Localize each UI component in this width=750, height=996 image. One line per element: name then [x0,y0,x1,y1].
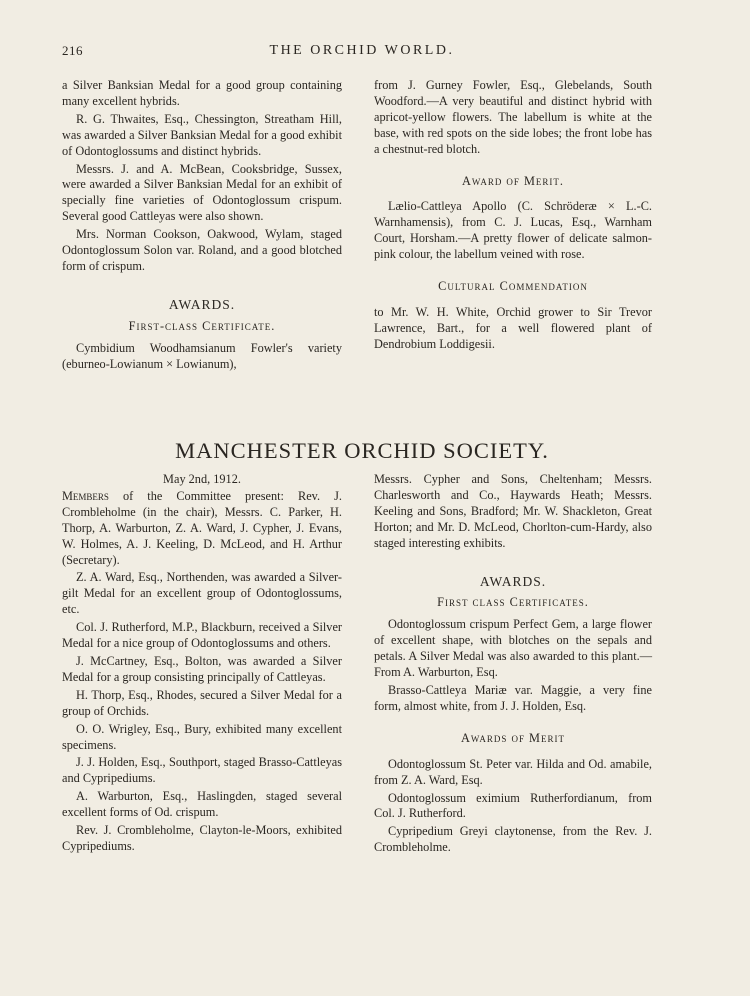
award-of-merit-heading: Award of Merit. [461,173,565,188]
paragraph: J. McCartney, Esq., Bolton, was awarded a Silver Medal for a group consisting principally of Cattleyas. [62,653,342,684]
members-paragraph [62,489,342,569]
paragraph: O. O. Wrigley, Esq., Bury, exhibited many excellent specimens. [62,721,342,752]
paragraph: Odontoglossum St. Peter var. Hilda and Od. amabile, from Z. A. Ward, Esq. [374,756,652,787]
society-title: MANCHESTER ORCHID SOCIETY. [175,438,549,463]
paragraph: H. Thorp, Esq., Rhodes, secured a Silver Medal for a group of Orchids. [62,687,342,718]
paragraph: Messrs. Cypher and Sons, Cheltenham; Messrs. Charlesworth and Co., Haywards Heath; Messrs. Keeling and Sons, Bradford; Mr. W. Shackleton, Great Horton; and Mr. D. McLeod, Chorlton-cum-Hardy, also staged interesting exhibits. [374,472,652,550]
awards-of-merit-heading: Awards of Merit [461,730,565,745]
paragraph: Odontoglossum crispum Perfect Gem, a large flower of excellent shape, with blotches on the sepals and petals. A Silver Medal was also awarded to this plant.—From A. Warburton, Esq. [374,617,652,680]
paragraph: J. J. Holden, Esq., Southport, staged Brasso-Cattleyas and Cypripediums. [62,755,342,786]
paragraph: Brasso-Cattleya Mariæ var. Maggie, a very fine form, almost white, from J. J. Holden, Esq. [374,682,652,713]
meeting-date: May 2nd, 1912. [163,472,241,486]
paragraph: Cypripedium Greyi claytonense, from the Rev. J. Crombleholme. [374,824,652,855]
paragraph: to Mr. W. H. White, Orchid grower to Sir Trevor Lawrence, Bart., for a well flowered plant of Dendrobium Loddigesii. [374,304,652,351]
paragraph: Cymbidium Woodhamsianum Fowler's variety (eburneo-Lowianum × Lowianum), [62,340,342,371]
paragraph: Lælio-Cattleya Apollo (C. Schröderæ × L.-C. Warnhamensis), from C. J. Lucas, Esq., Warnham Court, Horsham.—A pretty flower of delicate salmon-pink colour, the labellum veined with rose. [374,199,652,262]
paragraph: Z. A. Ward, Esq., Northenden, was awarded a Silver-gilt Medal for an excellent group of Odontoglossums, etc. [62,570,342,617]
paragraph: Odontoglossum eximium Rutherfordianum, from Col. J. Rutherford. [374,790,652,821]
running-title: THE ORCHID WORLD. [269,43,455,58]
paragraph: a Silver Banksian Medal for a good group containing many excellent hybrids. [62,78,342,108]
paragraph: Mrs. Norman Cookson, Oakwood, Wylam, staged Odontoglossum Solon var. Roland, and a good blotched form of crispum. [62,227,342,273]
awards-heading: AWARDS. [479,573,547,589]
paragraph: A. Warburton, Esq., Haslingden, staged several excellent forms of Od. crispum. [62,789,342,820]
first-class-heading: First class Certificates. [437,595,589,610]
top-right-column [374,78,652,355]
awards-heading: AWARDS. [168,296,236,312]
paragraph: Rev. J. Crombleholme, Clayton-le-Moors, exhibited Cypripediums. [62,823,342,853]
top-left-column [62,78,342,375]
page-number: 216 [62,43,83,58]
members-text: of the Committee present: Rev. J. Crombleholme (in the chair), Messrs. C. Parker, H. Thorp, A. Warburton, Z. A. Ward, J. Cypher, J. Evans, W. Holmes, A. J. Keeling, D. McLeod, and H. Arthur (Secretary). [62,488,342,567]
paragraph: R. G. Thwaites, Esq., Chessington, Streatham Hill, was awarded a Silver Banksian Medal for a good exhibit of Odontoglossums and distinct hybrids. [62,111,342,158]
members-lead: Members [62,488,109,503]
cultural-commendation-heading: Cultural Commendation [438,279,588,294]
paragraph: Col. J. Rutherford, M.P., Blackburn, received a Silver Medal for a nice group of Odontoglossums and others. [62,620,342,651]
page-header [62,43,662,63]
paragraph: Messrs. J. and A. McBean, Cooksbridge, Sussex, were awarded a Silver Banksian Medal for an exhibit of specially fine varieties of Odontoglossum crispum. Several good Cattleyas were also shown. [62,161,342,224]
paragraph: from J. Gurney Fowler, Esq., Glebelands, South Woodford.—A very beautiful and distinct hybrid with apricot-yellow flowers. The labellum is white at the base, with red spots on the side lobes; the front lobe has a chestnut-red blotch. [374,78,652,156]
bottom-left-column [62,472,342,857]
bottom-right-column [374,472,652,858]
first-class-heading: First-class Certificate. [128,318,276,333]
